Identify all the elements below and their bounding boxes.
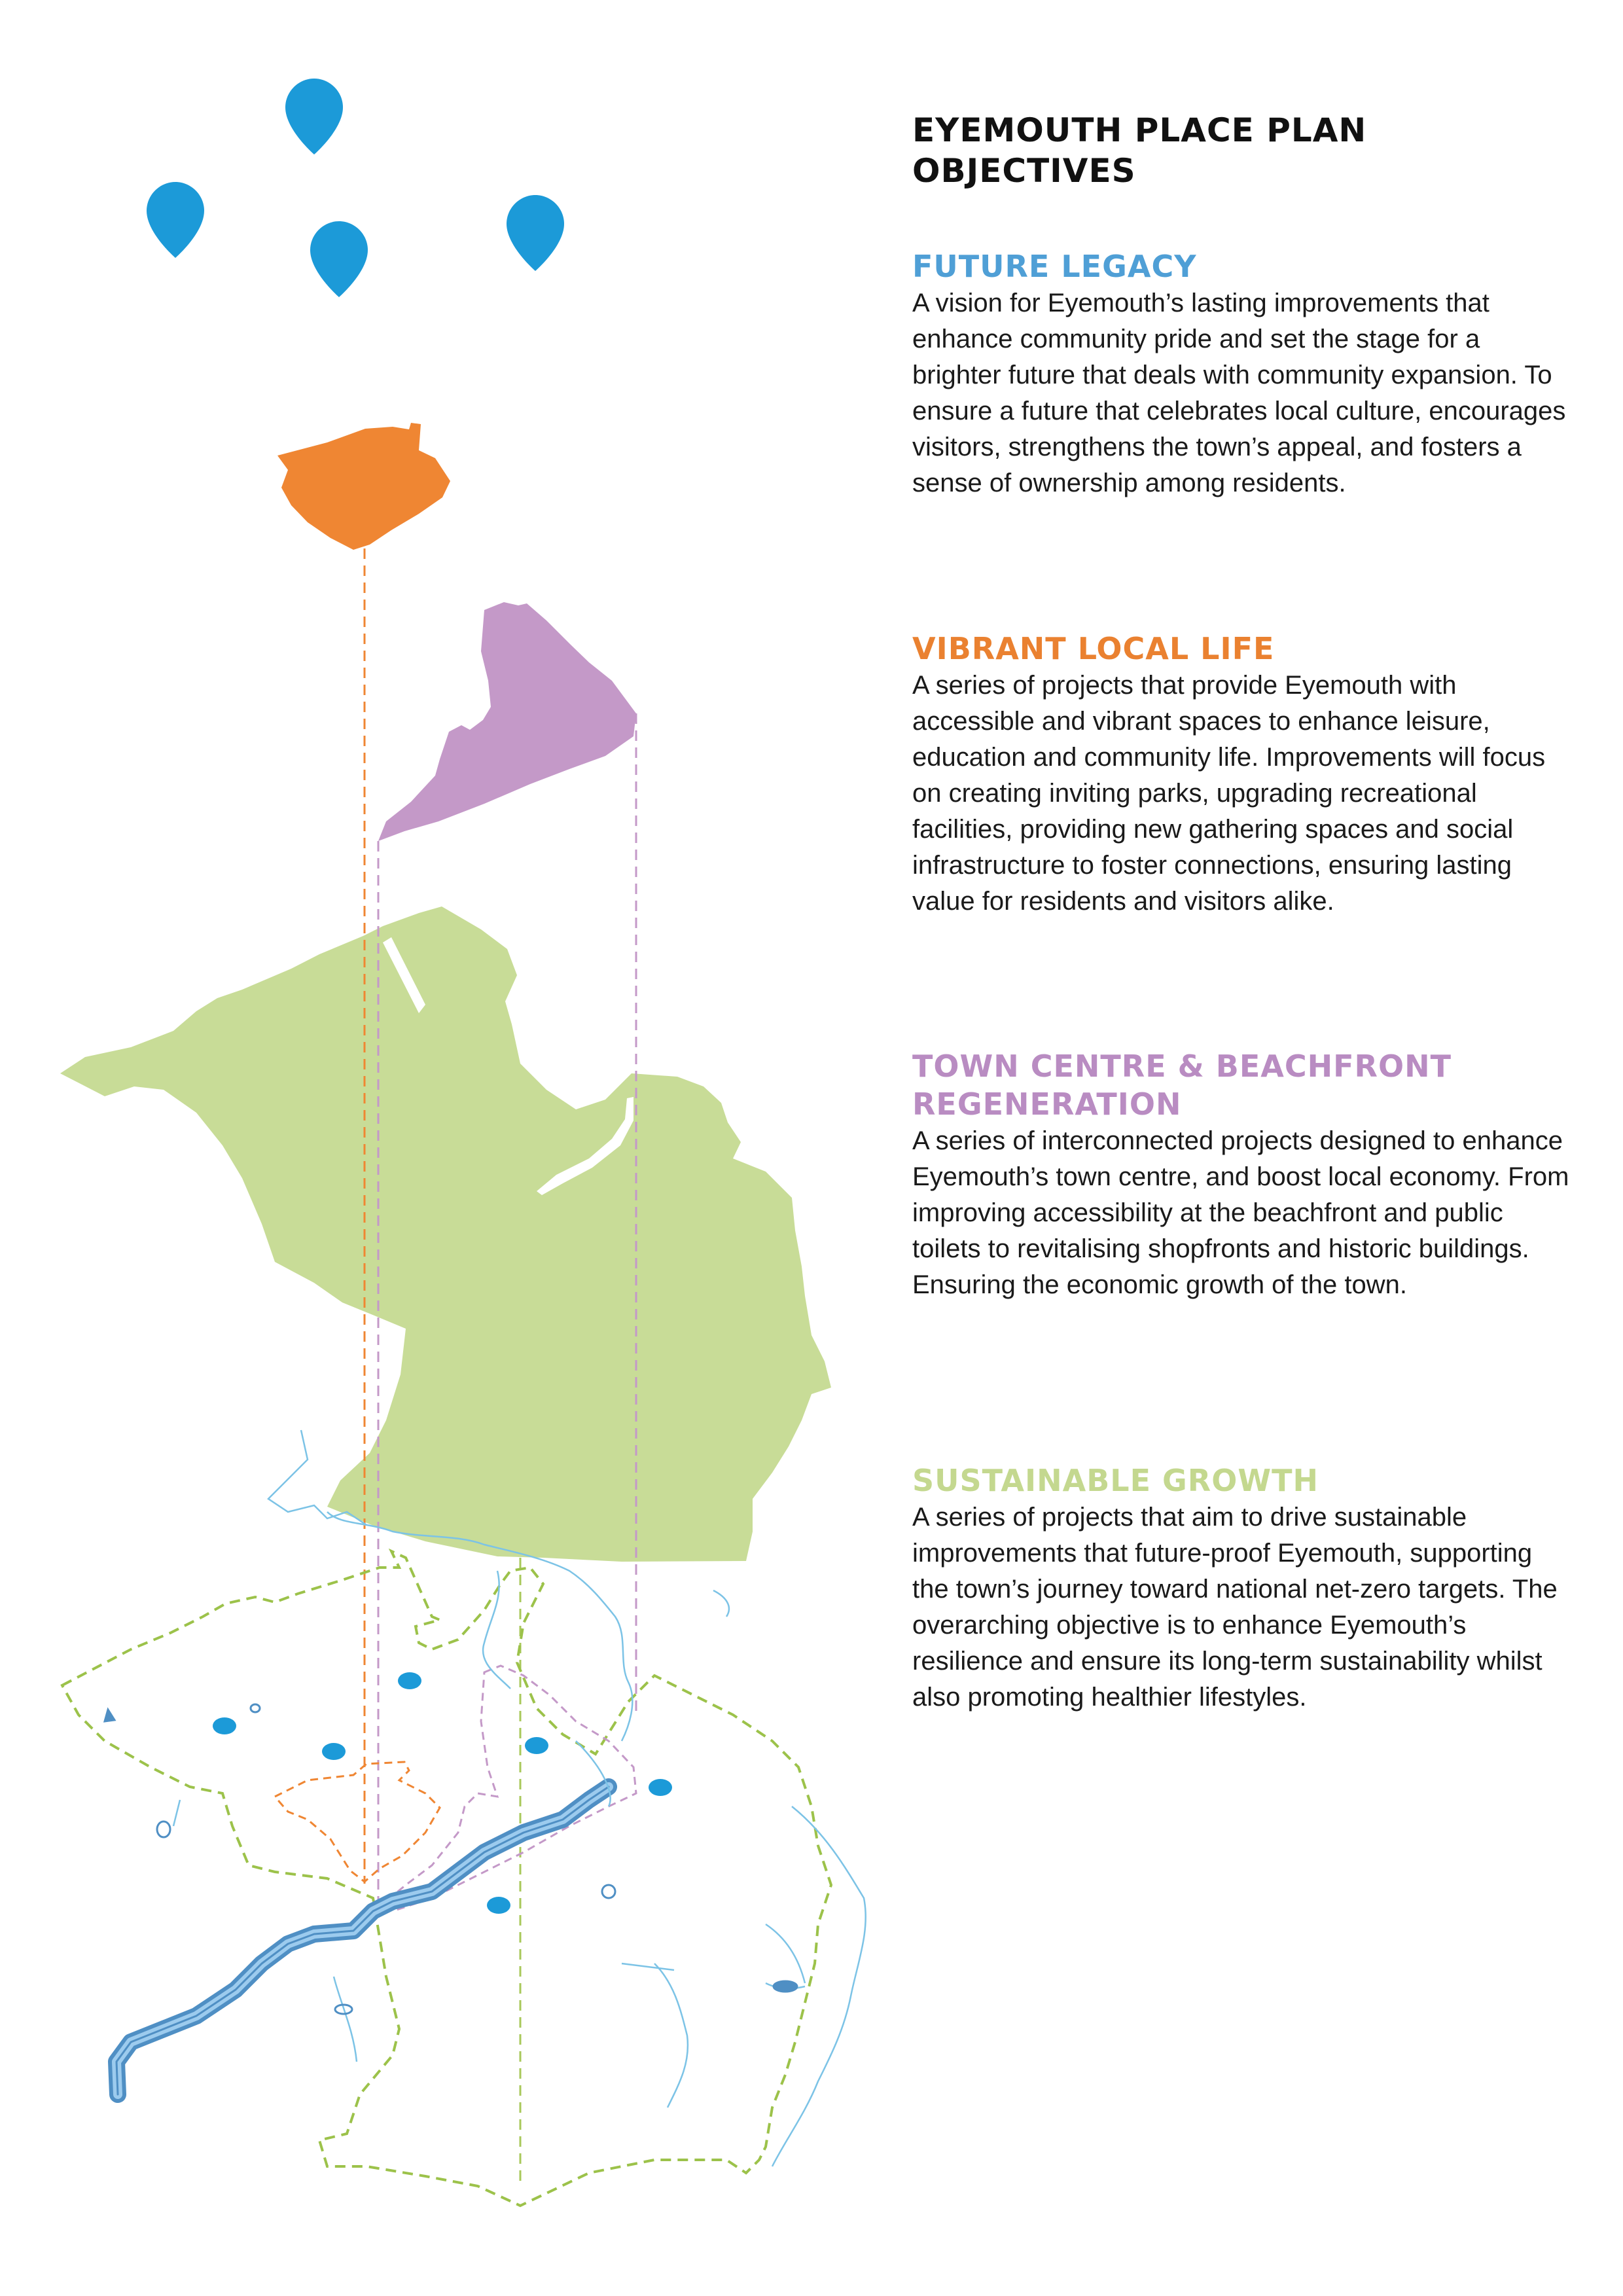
objective-sustainable-growth bbox=[912, 1462, 1573, 1715]
vibrant-local-life-area bbox=[277, 423, 450, 550]
objective-vibrant-local-life bbox=[912, 630, 1573, 920]
objective-heading: TOWN CENTRE & BEACHFRONT REGENERATION bbox=[912, 1049, 1452, 1122]
objective-heading: VIBRANT LOCAL LIFE bbox=[912, 631, 1275, 666]
location-pin-icon bbox=[310, 221, 368, 297]
river-eye-water bbox=[116, 1787, 609, 2094]
objective-town-centre-beachfront bbox=[912, 1047, 1573, 1303]
town-centre-area bbox=[378, 602, 636, 841]
objective-description: A series of interconnected projects designed to enhance Eyemouth’s town centre, and boost local economy. From improving accessibility at the beachfront and public toilets to revitalising shopfronts and historic buildings. Ensuring the economic growth of the town. bbox=[912, 1126, 1569, 1299]
sustainable-growth-area bbox=[60, 906, 831, 1562]
objective-future-legacy bbox=[912, 247, 1573, 501]
objective-heading: FUTURE LEGACY bbox=[912, 249, 1197, 284]
objective-description: A series of projects that provide Eyemouth with accessible and vibrant spaces to enhance leisure, education and community life. Improvements will focus on creating inviting parks, upgrading recreational facilities, providing new gathering spaces and social infrastructure to foster connections, ensuring lasting value for residents and visitors alike. bbox=[912, 671, 1546, 916]
objective-heading: SUSTAINABLE GROWTH bbox=[912, 1463, 1319, 1498]
future-legacy-pins bbox=[147, 79, 564, 297]
small-ponds bbox=[105, 1704, 797, 2014]
objective-description: A series of projects that aim to drive sustainable improvements that future-proof Eyemouth, supporting the town’s journey toward national net-zero targets. The overarching objective is to enhance Eyemouth’s resilience and ensure its long-term sustainability whilst also promoting healthier lifestyles. bbox=[912, 1503, 1558, 1712]
location-pin-icon bbox=[147, 182, 204, 258]
vibrant-local-life-footprint bbox=[275, 1762, 440, 1882]
objective-description: A vision for Eyemouth’s lasting improvements that enhance community pride and set the stage for a brighter future that deals with community expansion. To ensure a future that celebrates local culture, encourages visitors, strengthens the town’s appeal, and fosters a sense of ownership among residents. bbox=[912, 289, 1566, 497]
page-title: EYEMOUTH PLACE PLAN OBJECTIVES bbox=[912, 111, 1367, 190]
location-pin-icon bbox=[285, 79, 343, 154]
location-pin-icon bbox=[507, 195, 564, 271]
